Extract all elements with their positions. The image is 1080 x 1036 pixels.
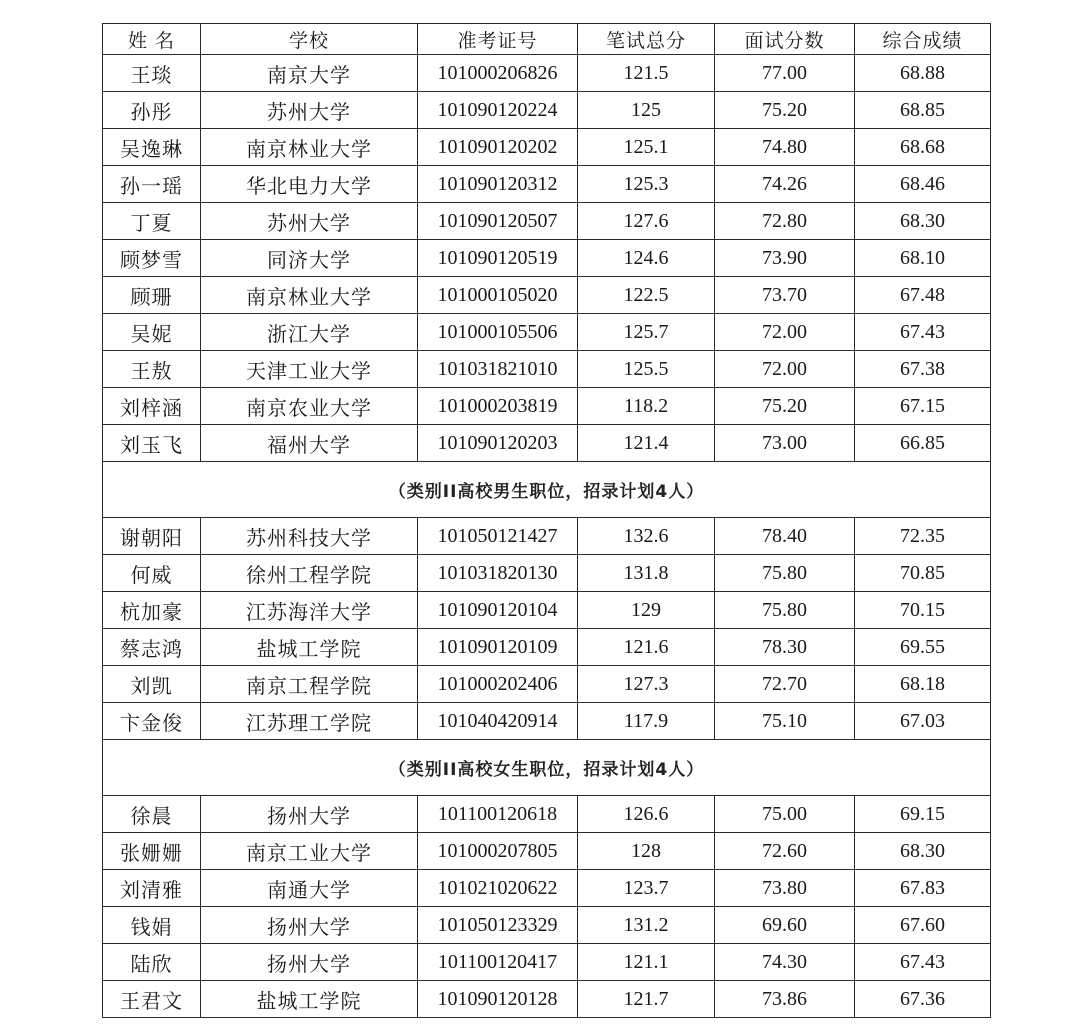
interview-score-cell: 75.80: [715, 592, 855, 629]
total-score-cell: 68.30: [855, 203, 991, 240]
interview-score-cell: 72.80: [715, 203, 855, 240]
written-score-cell: 117.9: [578, 703, 715, 740]
candidate-name-cell: 顾梦雪: [103, 240, 201, 277]
table-row: [103, 703, 991, 740]
candidate-name-cell: 丁夏: [103, 203, 201, 240]
school-cell: 苏州科技大学: [201, 518, 418, 555]
school-cell: 天津工业大学: [201, 351, 418, 388]
total-score-cell: 67.36: [855, 981, 991, 1018]
total-score-cell: 67.60: [855, 907, 991, 944]
table-row: [103, 55, 991, 92]
total-score-cell: 67.03: [855, 703, 991, 740]
ticket-number-cell: 101100120618: [418, 796, 578, 833]
school-cell: 扬州大学: [201, 907, 418, 944]
table-row: [103, 833, 991, 870]
section-title: （类别II高校女生职位，招录计划4人）: [103, 740, 991, 796]
candidate-name-cell: 徐晨: [103, 796, 201, 833]
header-name: 姓 名: [103, 24, 201, 55]
written-score-cell: 126.6: [578, 796, 715, 833]
school-cell: 南京农业大学: [201, 388, 418, 425]
interview-score-cell: 73.00: [715, 425, 855, 462]
interview-score-cell: 74.80: [715, 129, 855, 166]
total-score-cell: 72.35: [855, 518, 991, 555]
section-header-row: [103, 740, 991, 796]
total-score-cell: 66.85: [855, 425, 991, 462]
ticket-number-cell: 101090120507: [418, 203, 578, 240]
candidate-name-cell: 顾珊: [103, 277, 201, 314]
interview-score-cell: 75.10: [715, 703, 855, 740]
interview-score-cell: 77.00: [715, 55, 855, 92]
candidate-name-cell: 钱娟: [103, 907, 201, 944]
table-row: [103, 518, 991, 555]
ticket-number-cell: 101031821010: [418, 351, 578, 388]
school-cell: 江苏理工学院: [201, 703, 418, 740]
written-score-cell: 122.5: [578, 277, 715, 314]
ticket-number-cell: 101100120417: [418, 944, 578, 981]
ticket-number-cell: 101021020622: [418, 870, 578, 907]
table-row: [103, 129, 991, 166]
table-row: [103, 166, 991, 203]
header-school: 学校: [201, 24, 418, 55]
written-score-cell: 129: [578, 592, 715, 629]
interview-score-cell: 72.70: [715, 666, 855, 703]
interview-score-cell: 78.30: [715, 629, 855, 666]
table-row: [103, 944, 991, 981]
written-score-cell: 121.1: [578, 944, 715, 981]
header-interview-score: 面试分数: [715, 24, 855, 55]
written-score-cell: 121.5: [578, 55, 715, 92]
total-score-cell: 67.15: [855, 388, 991, 425]
table-row: [103, 240, 991, 277]
total-score-cell: 67.83: [855, 870, 991, 907]
written-score-cell: 125.5: [578, 351, 715, 388]
table-row: [103, 870, 991, 907]
candidate-name-cell: 吴妮: [103, 314, 201, 351]
ticket-number-cell: 101000207805: [418, 833, 578, 870]
candidate-name-cell: 吴逸琳: [103, 129, 201, 166]
school-cell: 扬州大学: [201, 796, 418, 833]
interview-score-cell: 72.60: [715, 833, 855, 870]
written-score-cell: 124.6: [578, 240, 715, 277]
written-score-cell: 125: [578, 92, 715, 129]
interview-score-cell: 72.00: [715, 351, 855, 388]
school-cell: 南京工程学院: [201, 666, 418, 703]
written-score-cell: 123.7: [578, 870, 715, 907]
table-body: [103, 55, 991, 1018]
total-score-cell: 68.88: [855, 55, 991, 92]
school-cell: 南京林业大学: [201, 277, 418, 314]
candidate-name-cell: 刘玉飞: [103, 425, 201, 462]
ticket-number-cell: 101050121427: [418, 518, 578, 555]
school-cell: 盐城工学院: [201, 981, 418, 1018]
total-score-cell: 68.30: [855, 833, 991, 870]
header-written-score: 笔试总分: [578, 24, 715, 55]
written-score-cell: 121.6: [578, 629, 715, 666]
ticket-number-cell: 101090120128: [418, 981, 578, 1018]
written-score-cell: 118.2: [578, 388, 715, 425]
score-table: [102, 23, 991, 1018]
total-score-cell: 68.85: [855, 92, 991, 129]
ticket-number-cell: 101000202406: [418, 666, 578, 703]
interview-score-cell: 74.26: [715, 166, 855, 203]
school-cell: 南京林业大学: [201, 129, 418, 166]
table-row: [103, 666, 991, 703]
total-score-cell: 69.15: [855, 796, 991, 833]
total-score-cell: 67.48: [855, 277, 991, 314]
written-score-cell: 125.7: [578, 314, 715, 351]
ticket-number-cell: 101090120104: [418, 592, 578, 629]
school-cell: 南京大学: [201, 55, 418, 92]
candidate-name-cell: 刘梓涵: [103, 388, 201, 425]
ticket-number-cell: 101090120224: [418, 92, 578, 129]
table-row: [103, 592, 991, 629]
school-cell: 苏州大学: [201, 92, 418, 129]
written-score-cell: 131.8: [578, 555, 715, 592]
interview-score-cell: 73.90: [715, 240, 855, 277]
table-row: [103, 629, 991, 666]
candidate-name-cell: 何威: [103, 555, 201, 592]
school-cell: 福州大学: [201, 425, 418, 462]
written-score-cell: 125.1: [578, 129, 715, 166]
interview-score-cell: 73.86: [715, 981, 855, 1018]
interview-score-cell: 78.40: [715, 518, 855, 555]
ticket-number-cell: 101090120109: [418, 629, 578, 666]
written-score-cell: 125.3: [578, 166, 715, 203]
candidate-name-cell: 王敖: [103, 351, 201, 388]
header-ticket-number: 准考证号: [418, 24, 578, 55]
total-score-cell: 70.85: [855, 555, 991, 592]
table-row: [103, 92, 991, 129]
ticket-number-cell: 101090120312: [418, 166, 578, 203]
total-score-cell: 67.43: [855, 944, 991, 981]
school-cell: 盐城工学院: [201, 629, 418, 666]
ticket-number-cell: 101031820130: [418, 555, 578, 592]
candidate-name-cell: 王君文: [103, 981, 201, 1018]
school-cell: 南京工业大学: [201, 833, 418, 870]
total-score-cell: 68.46: [855, 166, 991, 203]
total-score-cell: 67.43: [855, 314, 991, 351]
ticket-number-cell: 101000105020: [418, 277, 578, 314]
candidate-name-cell: 谢朝阳: [103, 518, 201, 555]
table-row: [103, 203, 991, 240]
candidate-name-cell: 卞金俊: [103, 703, 201, 740]
table-row: [103, 981, 991, 1018]
table-row: [103, 351, 991, 388]
interview-score-cell: 75.00: [715, 796, 855, 833]
total-score-cell: 67.38: [855, 351, 991, 388]
section-header-row: [103, 462, 991, 518]
ticket-number-cell: 101050123329: [418, 907, 578, 944]
ticket-number-cell: 101000206826: [418, 55, 578, 92]
candidate-name-cell: 陆欣: [103, 944, 201, 981]
written-score-cell: 127.3: [578, 666, 715, 703]
school-cell: 苏州大学: [201, 203, 418, 240]
interview-score-cell: 72.00: [715, 314, 855, 351]
written-score-cell: 132.6: [578, 518, 715, 555]
total-score-cell: 70.15: [855, 592, 991, 629]
interview-score-cell: 73.70: [715, 277, 855, 314]
table-header: [103, 24, 991, 55]
table-row: [103, 425, 991, 462]
school-cell: 浙江大学: [201, 314, 418, 351]
ticket-number-cell: 101090120519: [418, 240, 578, 277]
table-row: [103, 907, 991, 944]
candidate-name-cell: 蔡志鸿: [103, 629, 201, 666]
ticket-number-cell: 101090120203: [418, 425, 578, 462]
ticket-number-cell: 101000105506: [418, 314, 578, 351]
interview-score-cell: 73.80: [715, 870, 855, 907]
ticket-number-cell: 101090120202: [418, 129, 578, 166]
table-row: [103, 555, 991, 592]
interview-score-cell: 69.60: [715, 907, 855, 944]
candidate-name-cell: 杭加豪: [103, 592, 201, 629]
table-row: [103, 388, 991, 425]
candidate-name-cell: 张姗姗: [103, 833, 201, 870]
table-row: [103, 796, 991, 833]
written-score-cell: 121.4: [578, 425, 715, 462]
ticket-number-cell: 101040420914: [418, 703, 578, 740]
section-title: （类别II高校男生职位，招录计划4人）: [103, 462, 991, 518]
interview-score-cell: 75.20: [715, 92, 855, 129]
candidate-name-cell: 王琰: [103, 55, 201, 92]
interview-score-cell: 75.80: [715, 555, 855, 592]
school-cell: 徐州工程学院: [201, 555, 418, 592]
table-row: [103, 277, 991, 314]
school-cell: 华北电力大学: [201, 166, 418, 203]
written-score-cell: 131.2: [578, 907, 715, 944]
written-score-cell: 121.7: [578, 981, 715, 1018]
interview-score-cell: 74.30: [715, 944, 855, 981]
total-score-cell: 68.68: [855, 129, 991, 166]
interview-score-cell: 75.20: [715, 388, 855, 425]
header-row: [103, 24, 991, 55]
total-score-cell: 69.55: [855, 629, 991, 666]
total-score-cell: 68.10: [855, 240, 991, 277]
written-score-cell: 128: [578, 833, 715, 870]
school-cell: 同济大学: [201, 240, 418, 277]
table-row: [103, 314, 991, 351]
total-score-cell: 68.18: [855, 666, 991, 703]
ticket-number-cell: 101000203819: [418, 388, 578, 425]
candidate-name-cell: 孙一瑶: [103, 166, 201, 203]
school-cell: 江苏海洋大学: [201, 592, 418, 629]
school-cell: 南通大学: [201, 870, 418, 907]
candidate-name-cell: 刘清雅: [103, 870, 201, 907]
candidate-name-cell: 孙彤: [103, 92, 201, 129]
header-total-score: 综合成绩: [855, 24, 991, 55]
school-cell: 扬州大学: [201, 944, 418, 981]
written-score-cell: 127.6: [578, 203, 715, 240]
candidate-name-cell: 刘凯: [103, 666, 201, 703]
